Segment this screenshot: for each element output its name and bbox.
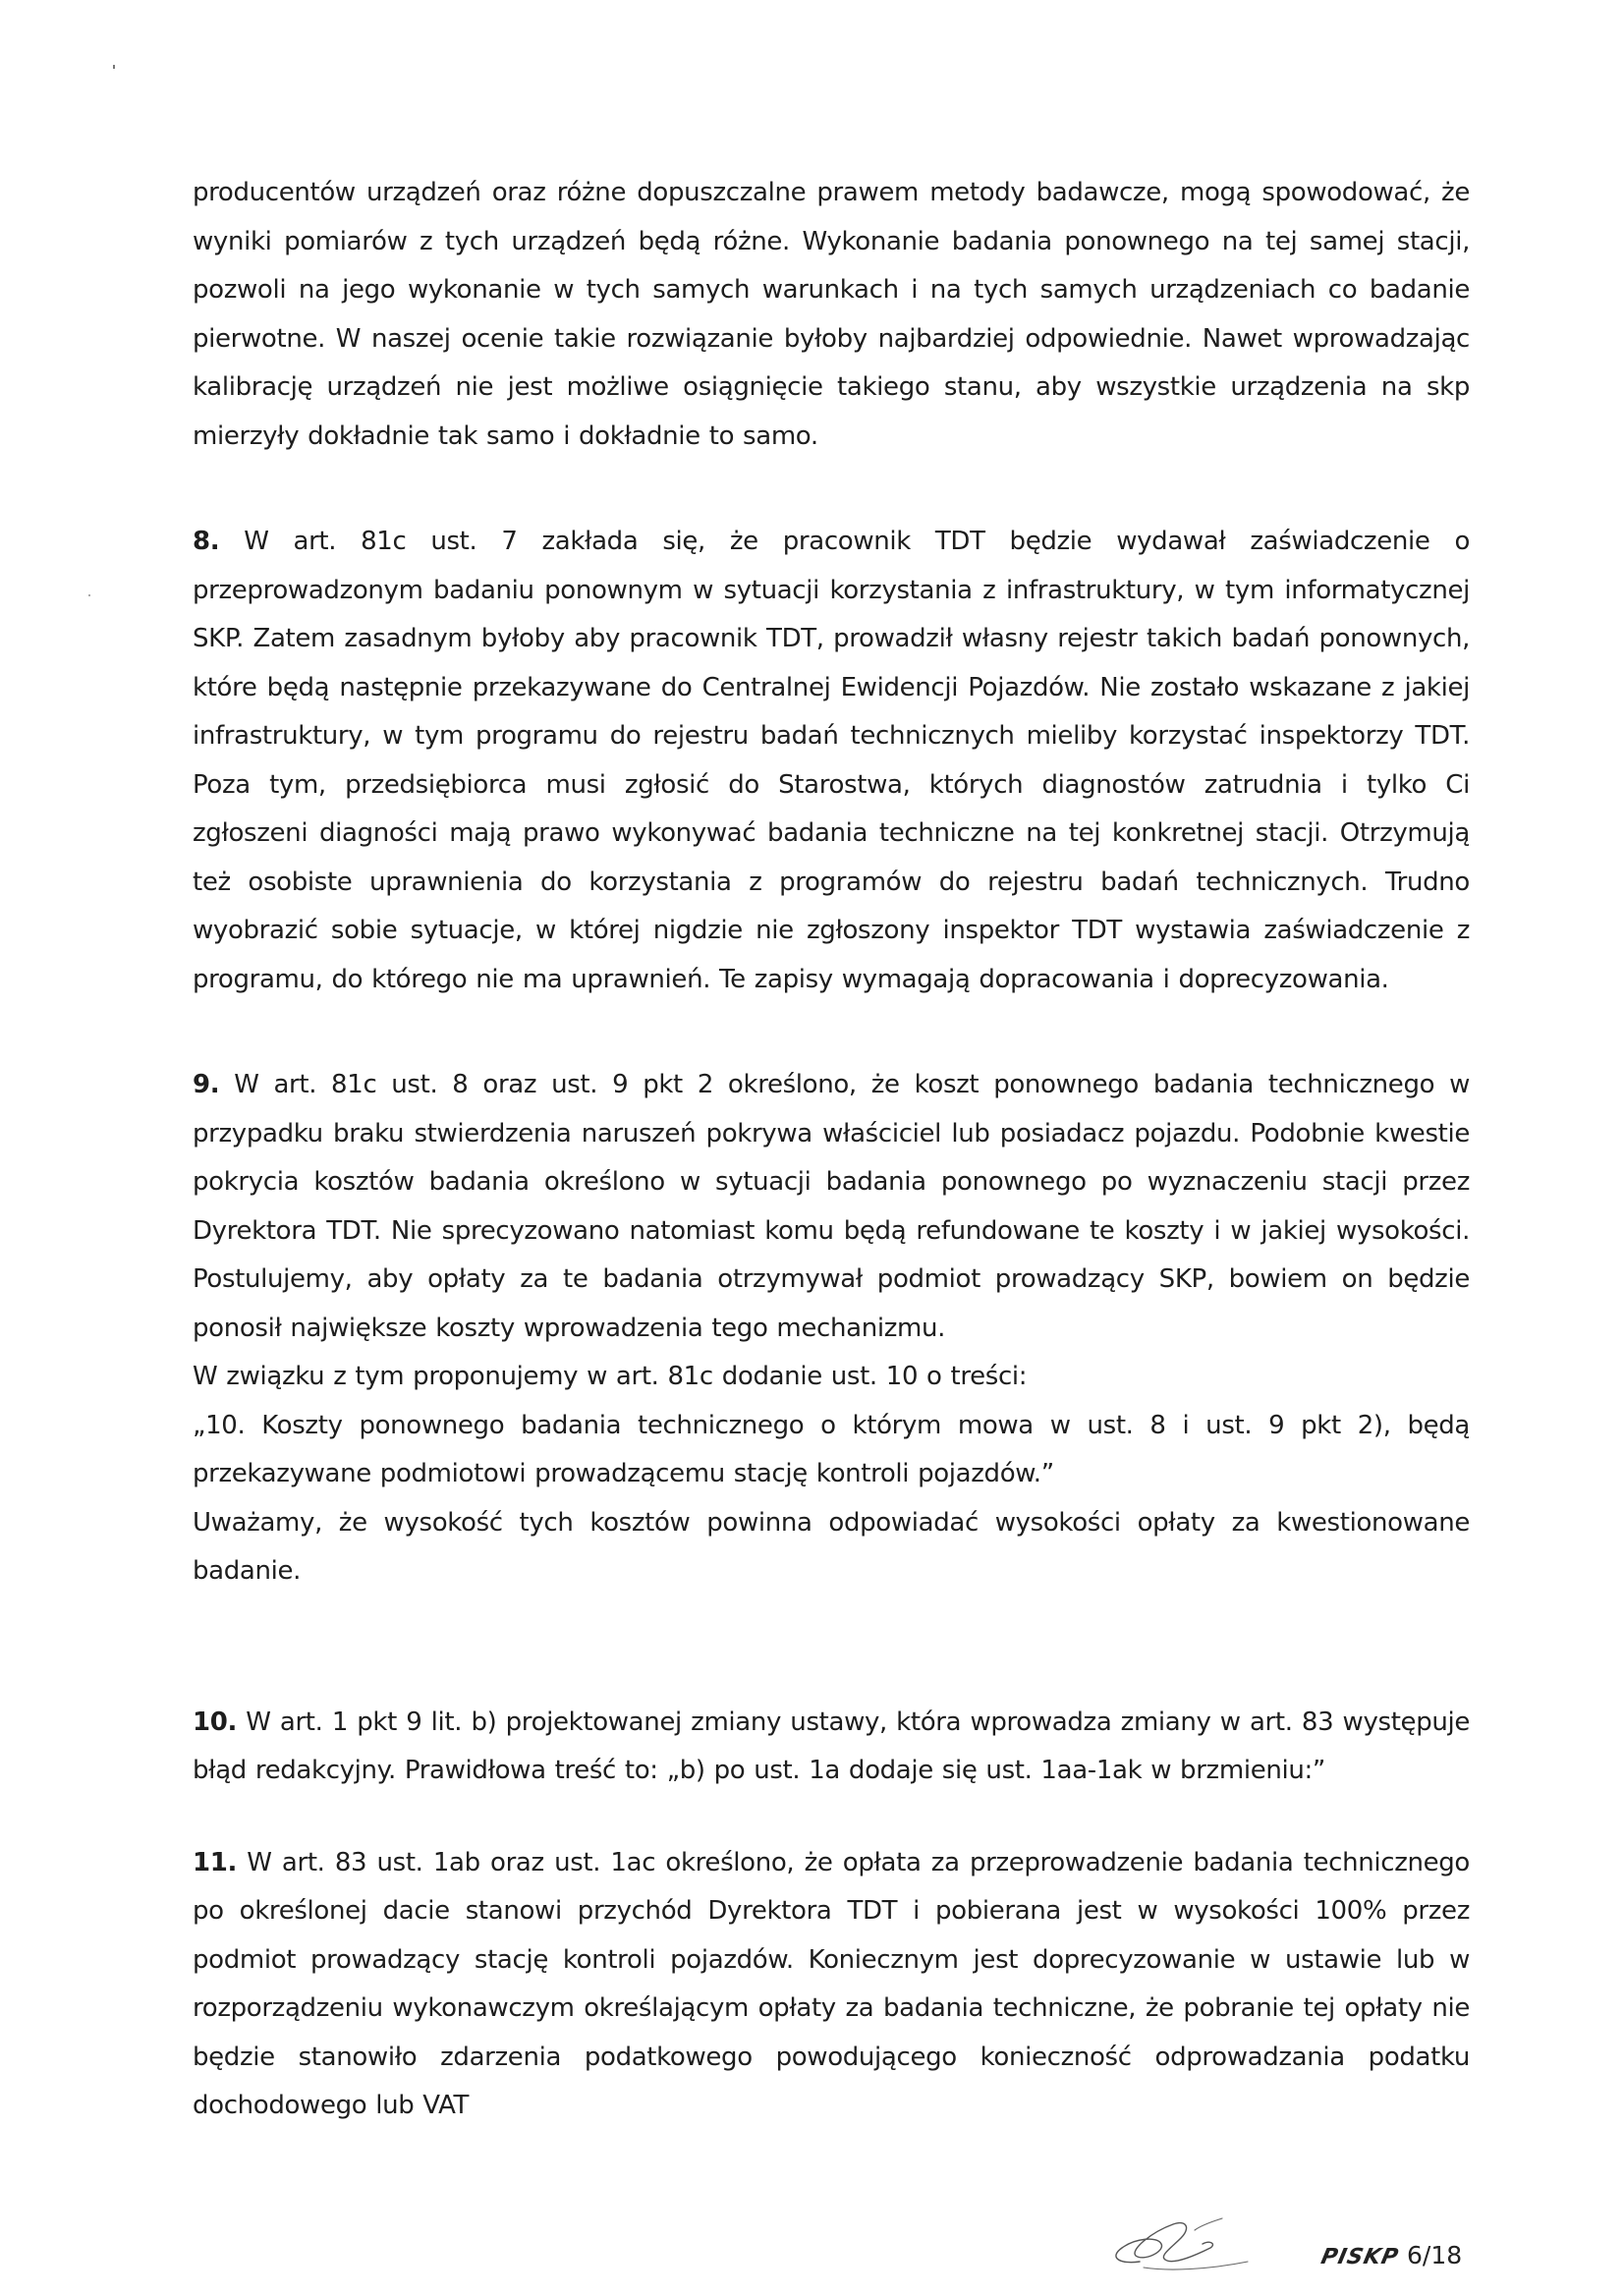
scan-speck [113,65,115,69]
paragraph-9 [193,1061,1470,1353]
document-body [193,169,1470,2131]
paragraph-9-opinion: Uważamy, że wysokość tych kosztów powinna odpowiadać wysokości opłaty za kwestionowane badanie. [193,1507,1470,1586]
scan-speck [88,594,90,596]
paragraph-9-quote: „10. Koszty ponownego badania technicznego o którym mowa w ust. 8 i ust. 9 pkt 2), będą przekazywane podmiotowi prowadzącemu stację kontroli pojazdów.” [193,1410,1470,1488]
paragraph-9-proposal: W związku z tym proponujemy w art. 81c dodanie ust. 10 o treści: [193,1362,1028,1391]
paragraph-9-number: 9. [193,1070,220,1099]
paragraph-11 [193,1839,1470,2131]
paragraph-8 [193,518,1470,1004]
paragraph-11-text: W art. 83 ust. 1ab oraz ust. 1ac określono, że opłata za przeprowadzenie badania technicznego po określonej dacie stanowi przychód Dyrektora TDT i pobierana jest w wysokości 100% przez podmiot prowadzący stację kontroli pojazdów. Koniecznym jest doprecyzowanie w ustawie lub w rozporządzeniu wykonawczym określającym opłaty za badania techniczne, że pobranie tej opłaty nie będzie stanowiło zdarzenia podatkowego powodującego konieczność odprowadzania podatku dochodowego lub VAT [193,1847,1470,2120]
paragraph-intro: producentów urządzeń oraz różne dopuszczalne prawem metody badawcze, mogą spowodować, że wyniki pomiarów z tych urządzeń będą różne. Wykonanie badania ponownego na tej samej stacji, pozwoli na jego wykonanie w tych samych warunkach i na tych samych urządzeniach co badanie pierwotne. W naszej ocenie takie rozwiązanie byłoby najbardziej odpowiednie. Nawet wprowadzając kalibrację urządzeń nie jest możliwe osiągnięcie takiego stanu, aby wszystkie urządzenia na skp mierzyły dokładnie tak samo i dokładnie to samo. [193,178,1470,451]
signature-initials [1100,2211,1287,2284]
paragraph-9-text: W art. 81c ust. 8 oraz ust. 9 pkt 2 określono, że koszt ponownego badania technicznego w przypadku braku stwierdzenia naruszeń pokrywa właściciel lub posiadacz pojazdu. Podobnie kwestie pokrycia kosztów badania określono w sytuacji badania ponownego po wyznaczeniu stacji przez Dyrektora TDT. Nie sprecyzowano natomiast komu będą refundowane te koszty i w jakiej wysokości. Postulujemy, aby opłaty za te badania otrzymywał podmiot prowadzący SKP, bowiem on będzie ponosił największe koszty wprowadzenia tego mechanizmu. [193,1070,1470,1343]
page-number: 6/18 [1407,2241,1463,2269]
paragraph-10-text: W art. 1 pkt 9 lit. b) projektowanej zmiany ustawy, która wprowadza zmiany w art. 83 występuje błąd redakcyjny. Prawidłowa treść to: „b) po ust. 1a dodaje się ust. 1aa-1ak w brzmieniu:” [193,1707,1470,1785]
paragraph-8-number: 8. [193,527,220,556]
paragraph-8-text: W art. 81c ust. 7 zakłada się, że pracownik TDT będzie wydawał zaświadczenie o przeprowadzonym badaniu ponownym w sytuacji korzystania z infrastruktury, w tym informatycznej SKP. Zatem zasadnym byłoby aby pracownik TDT, prowadził własny rejestr takich badań ponownych, które będą następnie przekazywane do Centralnej Ewidencji Pojazdów. Nie zostało wskazane z jakiej infrastruktury, w tym programu do rejestru badań technicznych mieliby korzystać inspektorzy TDT. Poza tym, przedsiębiorca musi zgłosić do Starostwa, których diagnostów zatrudnia i tylko Ci zgłoszeni diagności mają prawo wykonywać badania techniczne na tej konkretnej stacji. Otrzymują też osobiste uprawnienia do korzystania z programów do rejestru badań technicznych. Trudno wyobrazić sobie sytuacje, w której nigdzie nie zgłoszony inspektor TDT wystawia zaświadczenie z programu, do którego nie ma uprawnień. Te zapisy wymagają dopracowania i doprecyzowania. [193,527,1470,994]
organization-logo: PISKP [1318,2245,1401,2269]
paragraph-10 [193,1699,1470,1796]
paragraph-11-number: 11. [193,1847,238,1877]
paragraph-10-number: 10. [193,1707,238,1737]
